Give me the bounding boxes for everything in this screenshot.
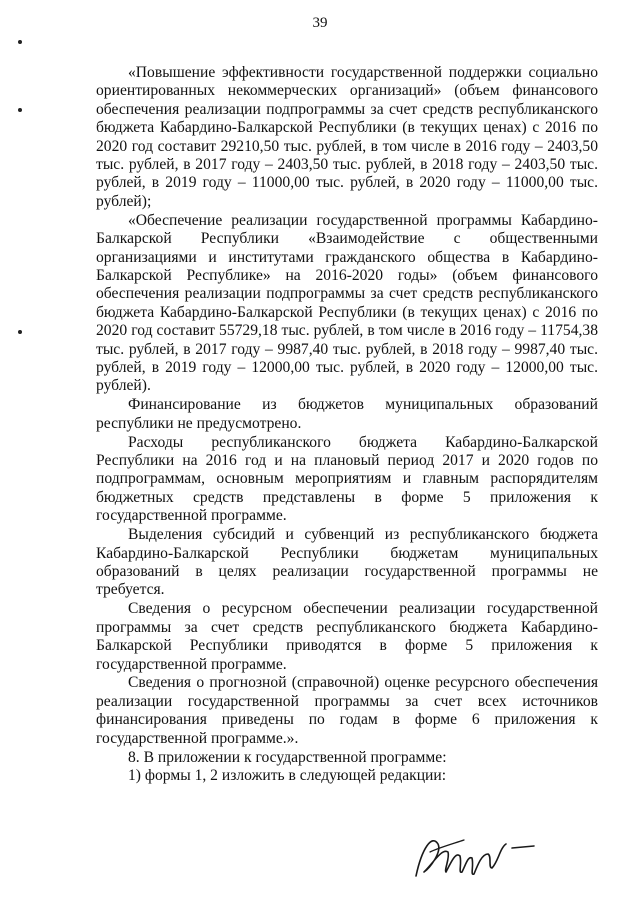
paragraph-forecast-estimate: Сведения о прогнозной (справочной) оценке ресурсного обеспечения реализации государственной программы за счет всех источников финансирования приведены по годам в форме 6 приложения к государственной программе.». — [96, 674, 598, 747]
margin-dot — [18, 108, 22, 112]
margin-dot — [18, 330, 22, 334]
paragraph-item-8-1: 1) формы 1, 2 изложить в следующей редакции: — [128, 767, 447, 785]
paragraph-resource-provision: Сведения о ресурсном обеспечении реализации государственной программы за счет средств республиканского бюджета Кабардино-Балкарской Республики приводятся в форме 5 приложения к государственной программе. — [96, 600, 598, 673]
paragraph-subprogram-ngo-support: «Повышение эффективности государственной поддержки социально ориентированных некоммерческих организаций» (объем финансового обеспечения реализации подпрограммы за счет средств республиканского бюджета Кабардино-Балкарской Республики (в текущих ценах) с 2016 по 2020 год составит 29210,50 тыс. рублей, в том числе в 2016 году – 2403,50 тыс. рублей, в 2017 году – 2403,50 тыс. рублей, в 2018 году – 2403,50 тыс. рублей, в 2019 году – 11000,00 тыс. рублей, в 2020 году – 11000,00 тыс. рублей); — [96, 64, 598, 210]
handwritten-signature — [408, 818, 548, 888]
paragraph-subsidies: Выделения субсидий и субвенций из республиканского бюджета Кабардино-Балкарской Республики бюджетам муниципальных образований в целях реализации государственной программы не требуется. — [96, 526, 598, 599]
paragraph-municipal-funding: Финансирование из бюджетов муниципальных образований республики не предусмотрено. — [96, 396, 598, 432]
page-number: 39 — [312, 15, 328, 31]
paragraph-subprogram-program-support: «Обеспечение реализации государственной программы Кабардино-Балкарской Республики «Взаимодействие с общественными организациями и институтами гражданского общества в Кабардино-Балкарской Республике» на 2016-2020 годы» (объем финансового обеспечения реализации подпрограммы за счет средств республиканского бюджета Кабардино-Балкарской Республики (в текущих ценах) с 2016 по 2020 год составит 55729,18 тыс. рублей, в том числе в 2016 году – 11754,38 тыс. рублей, в 2017 году – 9987,40 тыс. рублей, в 2018 году – 9987,40 тыс. рублей, в 2019 году – 12000,00 тыс. рублей, в 2020 году – 12000,00 тыс. рублей). — [96, 211, 598, 395]
paragraph-item-8: 8. В приложении к государственной программе: — [128, 748, 447, 766]
body-text — [96, 64, 598, 786]
margin-dot — [18, 40, 22, 44]
paragraph-budget-expenses: Расходы республиканского бюджета Кабардино-Балкарской Республики на 2016 год и на плановый период 2017 и 2020 годов по подпрограммам, основным мероприятиям и главным распорядителям бюджетных средств представлены в форме 5 приложения к государственной программе. — [96, 433, 598, 525]
